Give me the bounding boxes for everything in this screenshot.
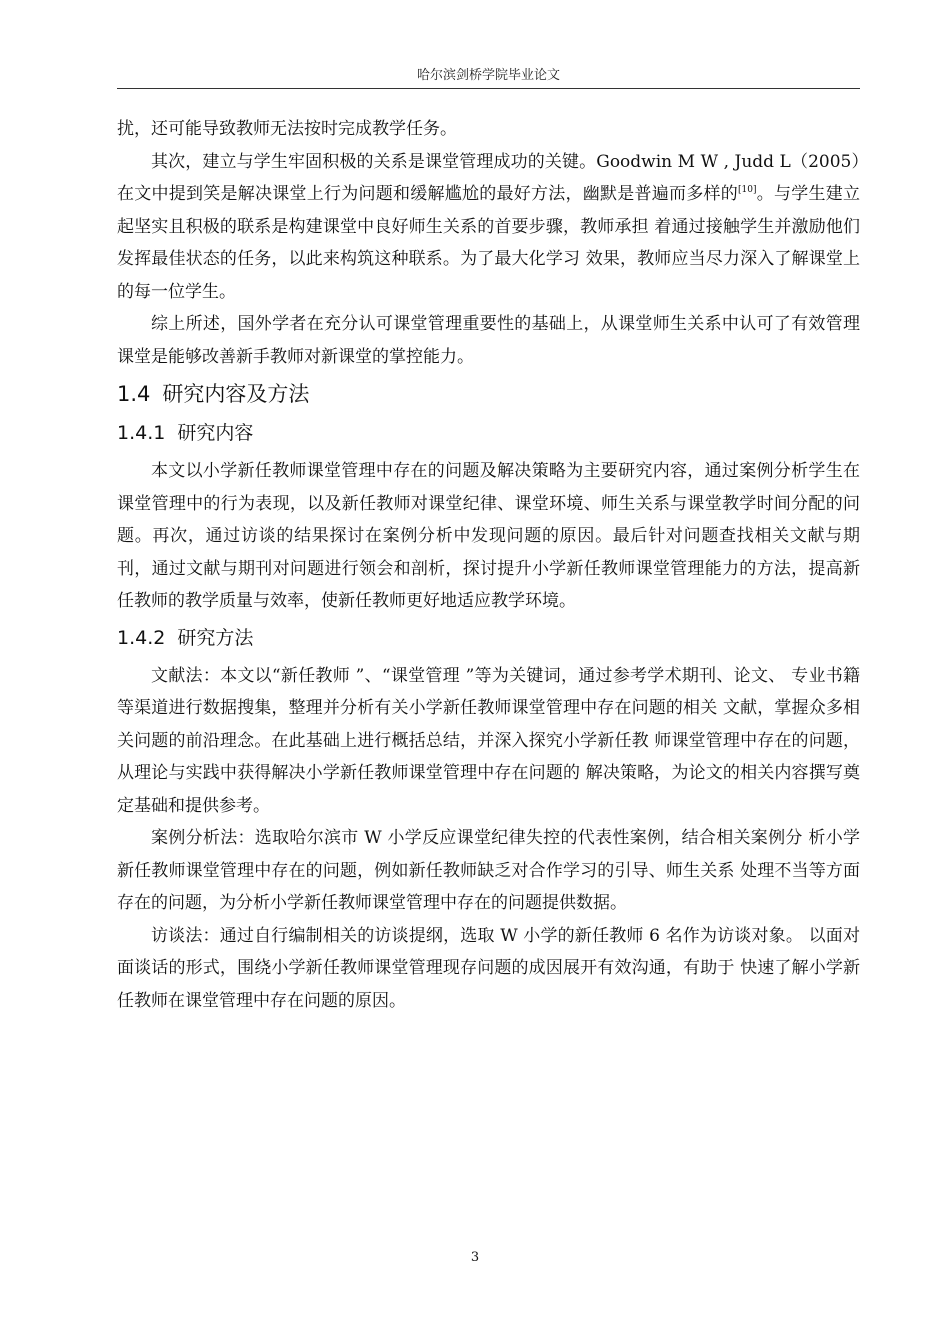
subsection-heading-1-4-1 xyxy=(117,417,860,449)
page-number: 3 xyxy=(470,1250,480,1265)
section-number: 1.4 xyxy=(117,382,151,406)
paragraph-goodwin-part1: 其次，建立与学生牢固积极的关系是课堂管理成功的关键。Goodwin M W , Judd L（2005）在文中提到笑是解决课堂上行为问题和缓解尴尬的最好方法，幽默是普遍而多样的 xyxy=(117,151,860,204)
citation-ref-10: [10] xyxy=(738,185,757,195)
subsection-number: 1.4.1 xyxy=(117,422,166,444)
subsection-title: 研究方法 xyxy=(177,626,254,649)
paragraph-summary: 综上所述，国外学者在充分认可课堂管理重要性的基础上，从课堂师生关系中认可了有效管理课堂是能够改善新手教师对新课堂的掌控能力。 xyxy=(117,314,860,367)
section-heading-1-4 xyxy=(117,377,860,411)
header-divider xyxy=(117,88,860,89)
paragraph-continuation: 扰，还可能导致教师无法按时完成教学任务。 xyxy=(117,119,457,139)
document-body xyxy=(117,113,860,1017)
subsection-number: 1.4.2 xyxy=(117,626,166,649)
paragraph-goodwin xyxy=(117,146,860,309)
section-title: 研究内容及方法 xyxy=(162,382,310,406)
running-header: 哈尔滨剑桥学院毕业论文 xyxy=(416,68,560,83)
paragraph-goodwin-part2: 。与学生建立起坚实且积极的联系是构建课堂中良好师生关系的首要步骤，教师承担 着通过接触学生并激励他们发挥最佳状态的任务，以此来构筑这种联系。为了最大化学习 效果，教师应当尽力深入了解课堂上的每一位学生。 xyxy=(117,184,861,302)
paragraph-literature-method: 文献法：本文以“新任教师 ”、“课堂管理 ”等为关键词，通过参考学术期刊、论文、 专业书籍等渠道进行数据搜集，整理并分析有关小学新任教师课堂管理中存在问题的相关 文献，掌握众多相关问题的前沿理念。在此基础上进行概括总结，并深入探究小学新任教 师课堂管理中存在的问题，从理论与实践中获得解决小学新任教师课堂管理中存在问题的 解决策略，为论文的相关内容撰写奠定基础和提供参考。 xyxy=(117,665,860,816)
subsection-heading-1-4-2 xyxy=(117,622,860,654)
subsection-title: 研究内容 xyxy=(177,422,254,444)
paragraph-interview-method: 访谈法：通过自行编制相关的访谈提纲，选取 W 小学的新任教师 6 名作为访谈对象。 以面对面谈话的形式，围绕小学新任教师课堂管理现存问题的成因展开有效沟通，有助于 快速了解小学新任教师在课堂管理中存在问题的原因。 xyxy=(117,925,860,1011)
paragraph-research-content: 本文以小学新任教师课堂管理中存在的问题及解决策略为主要研究内容，通过案例分析学生在课堂管理中的行为表现，以及新任教师对课堂纪律、课堂环境、师生关系与课堂教学时间分配的问题。再次，通过访谈的结果探讨在案例分析中发现问题的原因。最后针对问题查找相关文献与期刊，通过文献与期刊对问题进行领会和剖析，探讨提升小学新任教师课堂管理能力的方法，提高新任教师的教学质量与效率，使新任教师更好地适应教学环境。 xyxy=(117,461,860,611)
paragraph-case-method: 案例分析法：选取哈尔滨市 W 小学反应课堂纪律失控的代表性案例，结合相关案例分 析小学新任教师课堂管理中存在的问题，例如新任教师缺乏对合作学习的引导、师生关系 处理不当等方面存在的问题，为分析小学新任教师课堂管理中存在的问题提供数据。 xyxy=(117,828,860,913)
